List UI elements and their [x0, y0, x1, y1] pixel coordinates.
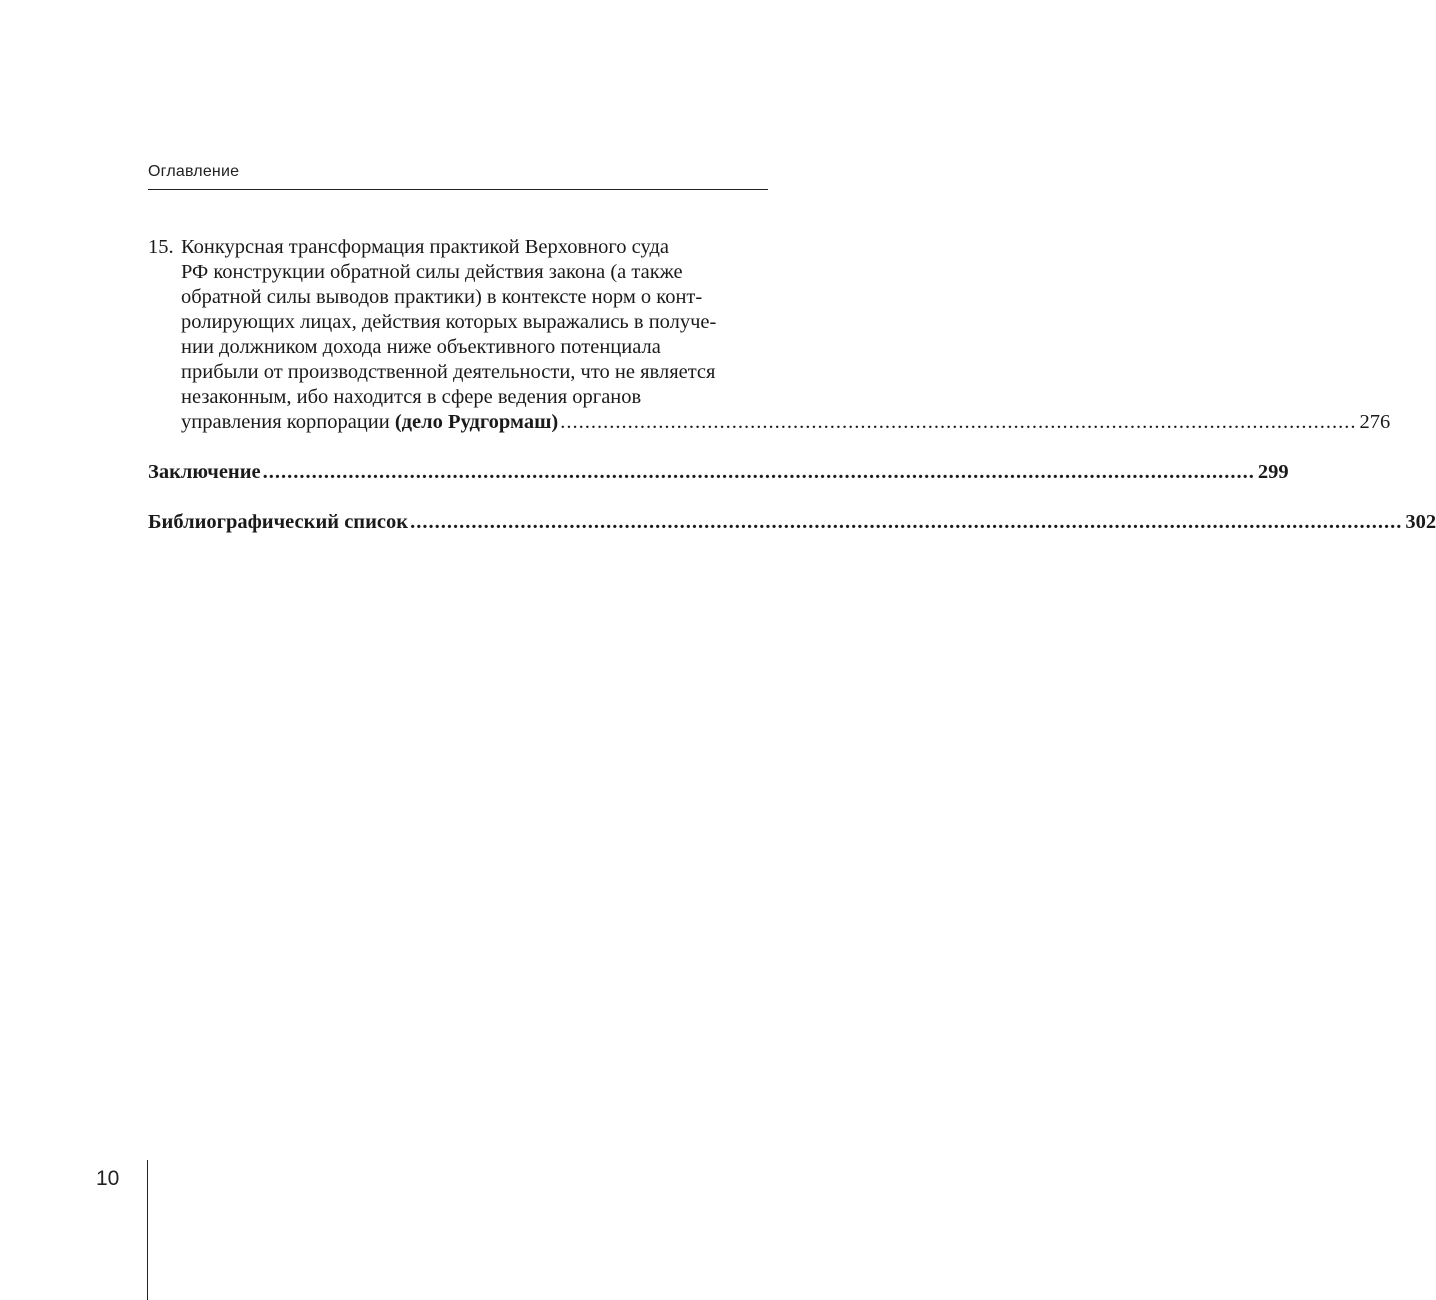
header-rule — [148, 189, 768, 190]
toc-entry-bibliography[interactable] — [148, 510, 1436, 535]
dot-leader: .................................................................................................................................................................. — [410, 511, 1403, 533]
toc-entry-conclusion[interactable] — [148, 460, 1289, 485]
toc-entry-line-text — [181, 410, 558, 435]
toc-entry-15[interactable] — [148, 235, 1391, 435]
toc-page-number: 299 — [1257, 461, 1289, 483]
toc-entry-number: 15. — [148, 236, 174, 258]
toc-entry-line: обратной силы выводов практики) в контексте норм о конт- — [181, 286, 703, 308]
toc-page-number: 276 — [1359, 411, 1391, 433]
toc-page-number: 302 — [1405, 511, 1436, 533]
toc-entry-title: Заключение — [148, 461, 261, 483]
toc-entry-line-plain: управления корпорации — [181, 411, 395, 433]
toc-entry-line: незаконным, ибо находится в сфере ведения органов — [181, 386, 642, 408]
running-head-title: Оглавление — [148, 163, 240, 180]
toc-entry-line: нии должником дохода ниже объективного потенциала — [181, 336, 661, 358]
toc-entry-line: ролирующих лицах, действия которых выражались в получе- — [181, 311, 717, 333]
toc-entry-title: Библиографический список — [148, 511, 409, 533]
toc-entry-last-line — [181, 410, 1391, 435]
toc-entry-line: РФ конструкции обратной силы действия закона (а также — [181, 261, 683, 283]
toc-entry-case-name: (дело Рудгормаш) — [394, 411, 559, 433]
footer-vertical-rule — [147, 1160, 148, 1300]
table-of-contents — [148, 235, 1436, 533]
dot-leader: .................................................................................................................................. — [560, 411, 1357, 433]
dot-leader: .................................................................................................................................................................. — [262, 461, 1255, 483]
toc-entry-line: Конкурсная трансформация практикой Верховного суда — [181, 236, 669, 258]
toc-entry-line: прибыли от производственной деятельности, что не является — [181, 361, 716, 383]
page-number: 10 — [96, 1167, 120, 1190]
